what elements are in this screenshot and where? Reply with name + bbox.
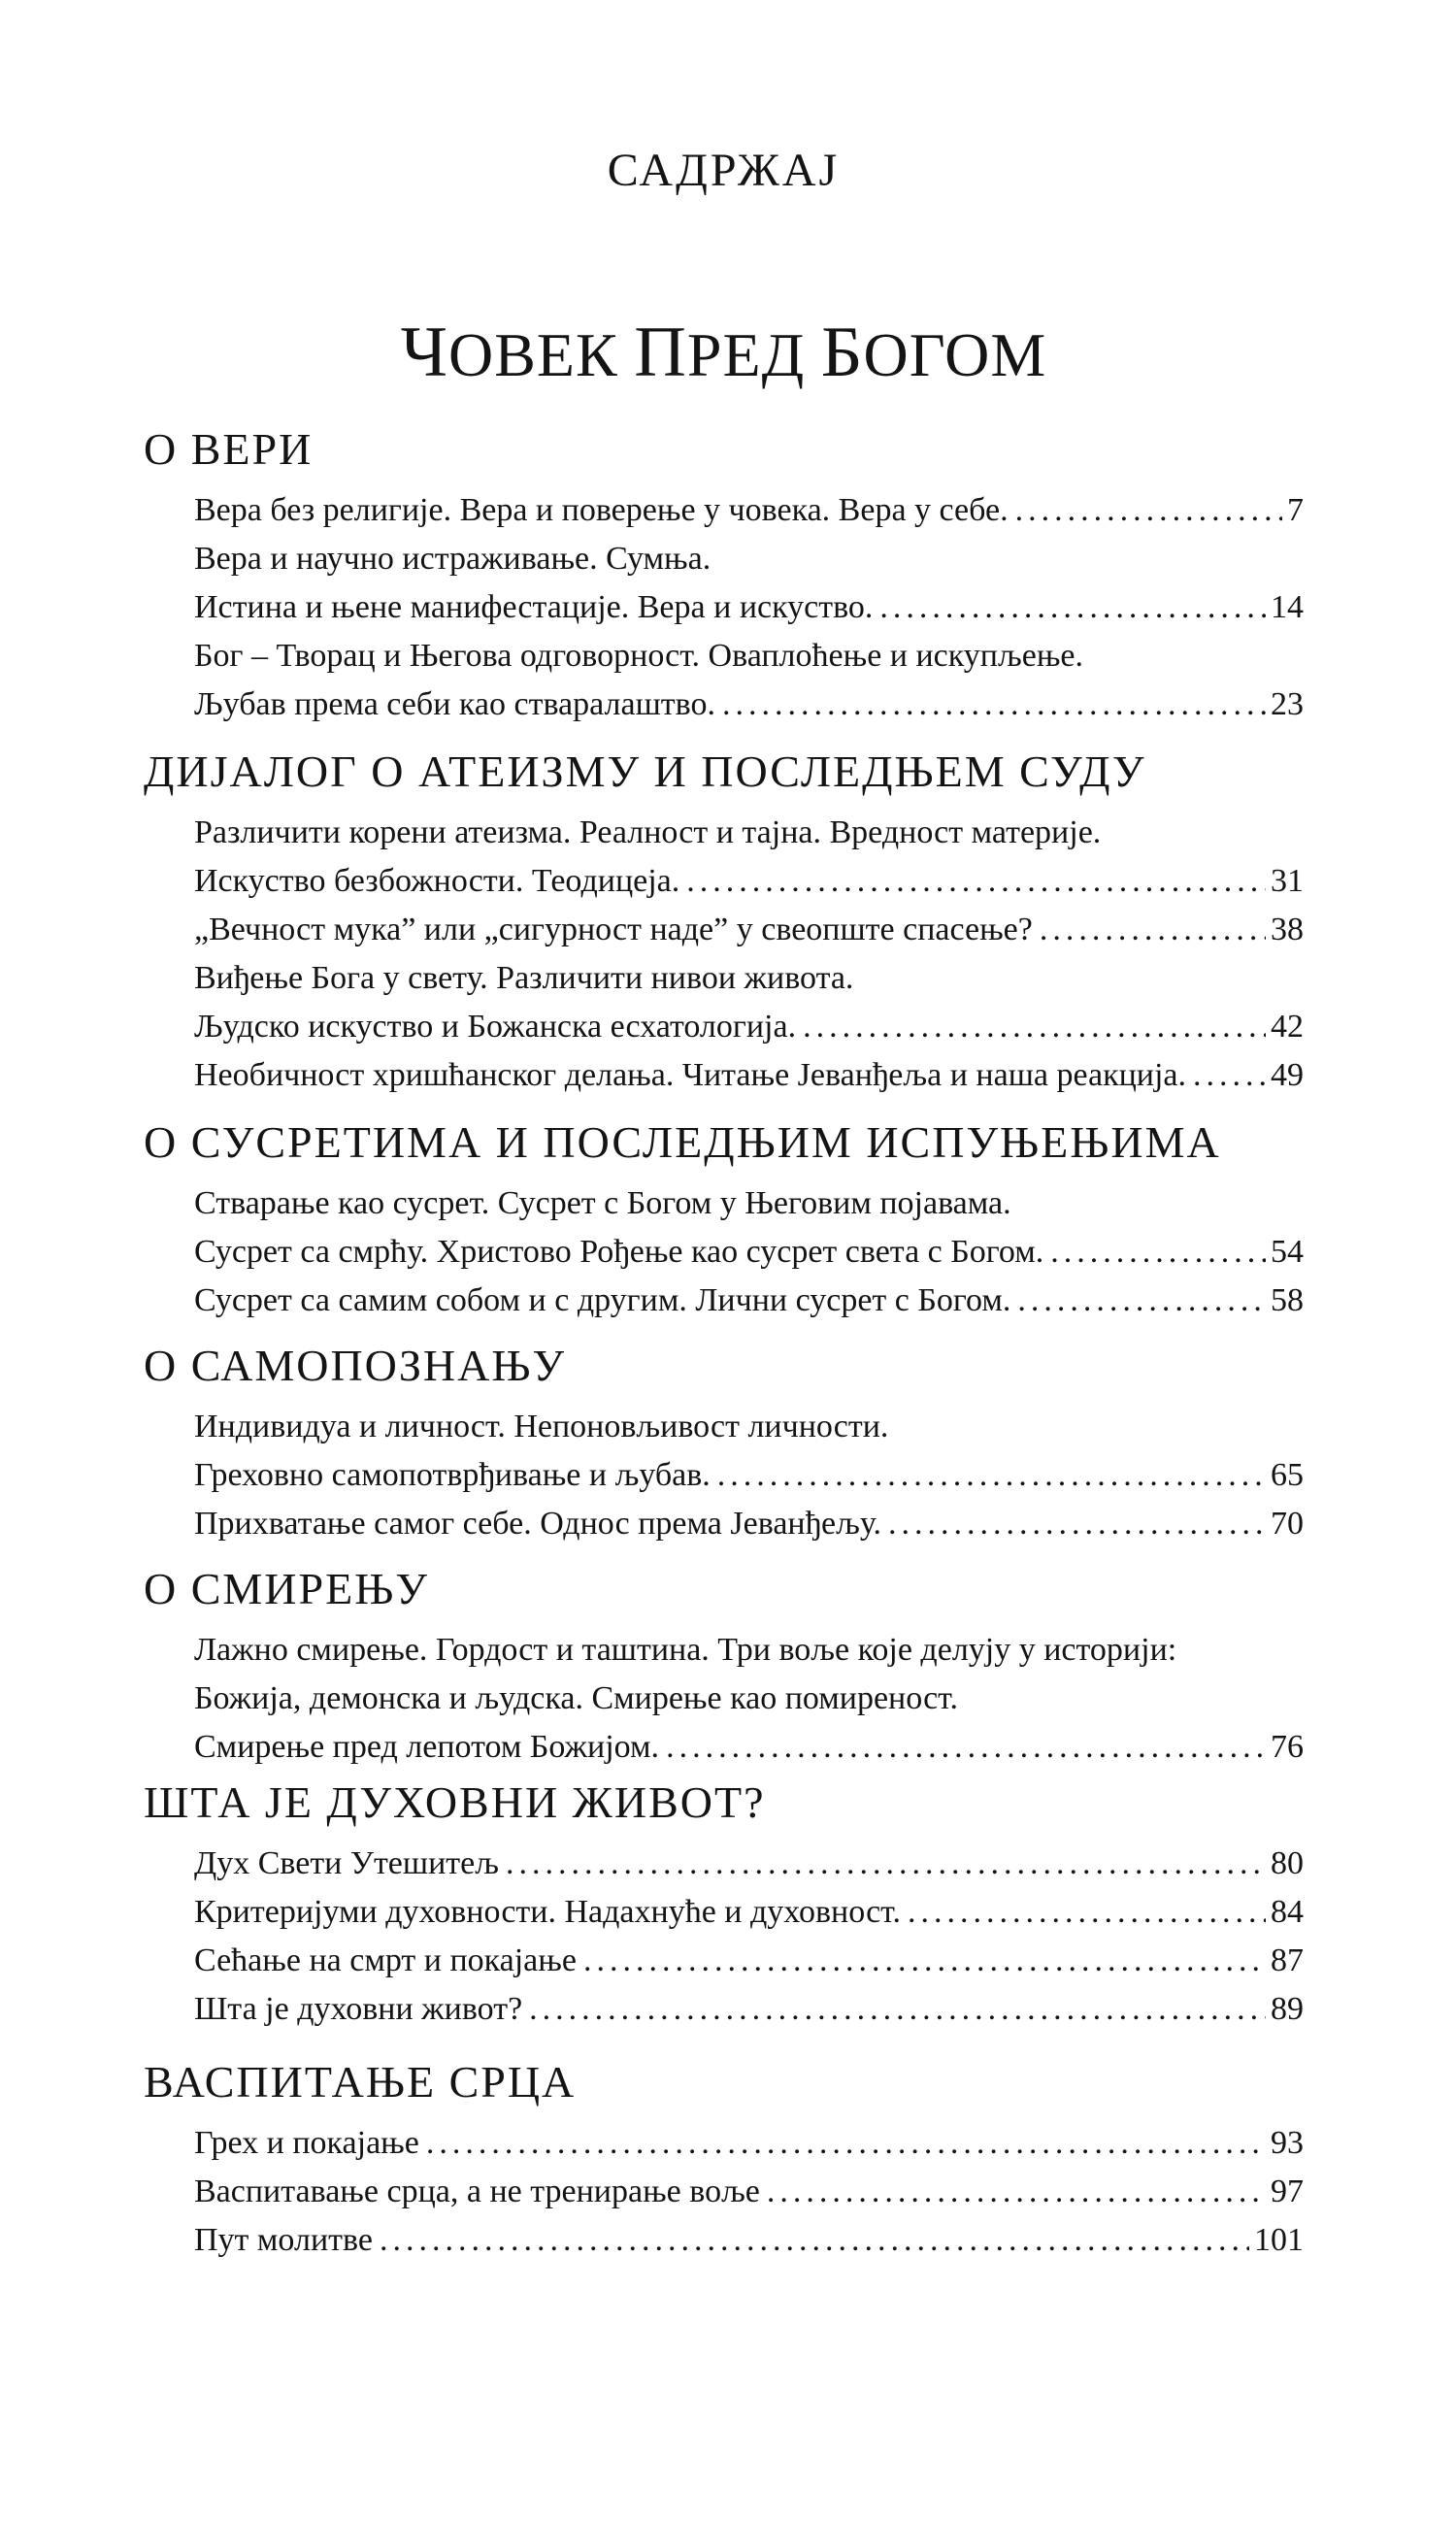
section-entries [144, 1179, 1304, 1325]
entry-page-number: 7 [1287, 492, 1304, 528]
toc-section [144, 1779, 1304, 2034]
dot-leader [717, 1451, 1266, 1500]
section-entries [144, 2119, 1304, 2265]
toc-section [144, 1119, 1304, 1325]
entry-title: Пут молитве [194, 2222, 373, 2258]
toc-entry [194, 632, 1304, 680]
toc-entry [194, 1003, 1304, 1051]
dot-leader [426, 2119, 1266, 2168]
toc-entry [194, 1675, 1304, 1723]
entry-title: Необичност хришћанског делања. Читање Јеванђеља и наша реакција. [194, 1057, 1187, 1093]
toc-entry [194, 1500, 1304, 1548]
entry-title: Вера и научно истраживање. Сумња. [194, 541, 711, 577]
toc-entry [194, 954, 1304, 1003]
dot-leader [888, 1500, 1266, 1548]
dot-leader [1050, 1228, 1266, 1277]
toc-entry [194, 1228, 1304, 1277]
toc-entry [194, 680, 1304, 729]
toc-entry [194, 1277, 1304, 1325]
entry-title: Васпитавање срца, а не тренирање воље [194, 2174, 760, 2209]
entry-title: Вера без религије. Вера и поверење у човека. Вера у себе. [194, 492, 1009, 528]
toc-entry [194, 2119, 1304, 2168]
toc-entry [194, 1626, 1304, 1675]
dot-leader [1040, 906, 1266, 954]
toc-entry [194, 1451, 1304, 1500]
entry-page-number: 38 [1271, 912, 1304, 947]
entry-title: Грех и покајање [194, 2125, 419, 2161]
toc-entry [194, 1051, 1304, 1100]
toc-section [144, 1343, 1304, 1548]
entry-title: Божија, демонска и људска. Смирење као помиреност. [194, 1680, 958, 1716]
entry-title: Истина и њене манифестације. Вера и искуство. [194, 589, 874, 625]
section-heading: ШТА ЈЕ ДУХОВНИ ЖИВОТ? [144, 1777, 766, 1827]
entry-page-number: 14 [1271, 589, 1304, 625]
entry-title: Критеријуми духовности. Надахнуће и духовност. [194, 1894, 901, 1930]
entry-title: Бог – Творац и Његова одговорност. Оваплоћење и искупљење. [194, 638, 1083, 674]
entry-title: Стварање као сусрет. Сусрет с Богом у Његовим појавама. [194, 1185, 1011, 1221]
dot-leader [506, 1840, 1266, 1888]
toc-entry [194, 2168, 1304, 2216]
section-heading: ДИЈАЛОГ О АТЕИЗМУ И ПОСЛЕДЊЕМ СУДУ [144, 747, 1146, 796]
entry-page-number: 54 [1271, 1234, 1304, 1270]
toc-section [144, 1566, 1304, 1772]
toc-section [144, 748, 1304, 1100]
dot-leader [1017, 1277, 1266, 1325]
toc-title: САДРЖАЈ [607, 145, 841, 196]
toc-entry [194, 535, 1304, 583]
book-title-word: БОГОМ [820, 313, 1047, 392]
entry-title: Прихватање самог себе. Однос према Јеванђељу. [194, 1506, 881, 1542]
entry-title: Сећање на смрт и покајање [194, 1942, 577, 1978]
section-heading: О ВЕРИ [144, 424, 314, 474]
entry-title: Различити корени атеизма. Реалност и тајна. Вредност материје. [194, 814, 1102, 850]
toc-section [144, 2059, 1304, 2265]
toc-entry [194, 1937, 1304, 1985]
dot-leader [380, 2216, 1249, 2265]
dot-leader [686, 857, 1266, 906]
section-entries [144, 486, 1304, 729]
dot-leader [1193, 1051, 1266, 1100]
toc-sections [144, 426, 1304, 2265]
section-entries [144, 1840, 1304, 2034]
toc-entry [194, 1403, 1304, 1451]
toc-entry [194, 809, 1304, 857]
toc-entry [194, 857, 1304, 906]
toc-entry [194, 1179, 1304, 1228]
entry-title: „Вечност мука” или „сигурност наде” у свеопште спасење? [194, 912, 1033, 947]
dot-leader [583, 1937, 1266, 1985]
entry-title: Виђење Бога у свету. Различити нивои живота. [194, 960, 854, 996]
entry-title: Искуство безбожности. Теодицеја. [194, 863, 680, 899]
dot-leader [722, 680, 1266, 729]
section-entries [144, 1403, 1304, 1548]
book-title-word: ЧОВЕК [400, 313, 618, 392]
entry-page-number: 31 [1271, 863, 1304, 899]
book-title [144, 313, 1304, 392]
entry-page-number: 65 [1271, 1457, 1304, 1493]
dot-leader [908, 1888, 1266, 1937]
section-heading: О САМОПОЗНАЊУ [144, 1341, 567, 1390]
entry-title: Сусрет са смрћу. Христово Рођење као сусрет света с Богом. [194, 1234, 1044, 1270]
entry-title: Индивидуа и личност. Непоновљивост личности. [194, 1409, 889, 1444]
section-heading: ВАСПИТАЊЕ СРЦА [144, 2057, 577, 2107]
toc-section [144, 426, 1304, 729]
entry-page-number: 70 [1271, 1506, 1304, 1542]
dot-leader [1015, 486, 1282, 535]
entry-page-number: 84 [1271, 1894, 1304, 1930]
section-heading: О СУСРЕТИМА И ПОСЛЕДЊИМ ИСПУЊЕЊИМА [144, 1117, 1221, 1167]
entry-title: Смирење пред лепотом Божијом. [194, 1729, 660, 1765]
entry-title: Људско искуство и Божанска есхатологија. [194, 1009, 797, 1045]
toc-entry [194, 906, 1304, 954]
section-entries [144, 1626, 1304, 1772]
entry-title: Шта је духовни живот? [194, 1991, 523, 2027]
dot-leader [879, 583, 1266, 632]
toc-entry [194, 1985, 1304, 2034]
entry-page-number: 80 [1271, 1845, 1304, 1881]
entry-page-number: 76 [1271, 1729, 1304, 1765]
section-entries [144, 809, 1304, 1100]
toc-entry [194, 2216, 1304, 2265]
toc-entry [194, 1888, 1304, 1937]
entry-page-number: 101 [1254, 2222, 1304, 2258]
entry-title: Сусрет са самим собом и с другим. Лични сусрет с Богом. [194, 1282, 1011, 1318]
entry-page-number: 97 [1271, 2174, 1304, 2209]
entry-page-number: 58 [1271, 1282, 1304, 1318]
entry-title: Љубав према себи као стваралаштво. [194, 686, 715, 722]
toc-content [144, 0, 1304, 2265]
dot-leader [767, 2168, 1266, 2216]
toc-entry [194, 1840, 1304, 1888]
dot-leader [666, 1723, 1266, 1772]
section-heading: О СМИРЕЊУ [144, 1564, 429, 1613]
entry-page-number: 89 [1271, 1991, 1304, 2027]
toc-entry [194, 583, 1304, 632]
entry-page-number: 42 [1271, 1009, 1304, 1045]
toc-entry [194, 1723, 1304, 1772]
dot-leader [803, 1003, 1266, 1051]
entry-page-number: 23 [1271, 686, 1304, 722]
entry-title: Греховно самопотврђивање и љубав. [194, 1457, 711, 1493]
entry-page-number: 87 [1271, 1942, 1304, 1978]
toc-entry [194, 486, 1304, 535]
book-title-word: ПРЕД [634, 313, 806, 392]
entry-title: Лажно смирење. Гордост и таштина. Три воље које делују у историји: [194, 1632, 1177, 1668]
entry-page-number: 93 [1271, 2125, 1304, 2161]
dot-leader [529, 1985, 1266, 2034]
entry-title: Дух Свети Утешитељ [194, 1845, 499, 1881]
entry-page-number: 49 [1271, 1057, 1304, 1093]
